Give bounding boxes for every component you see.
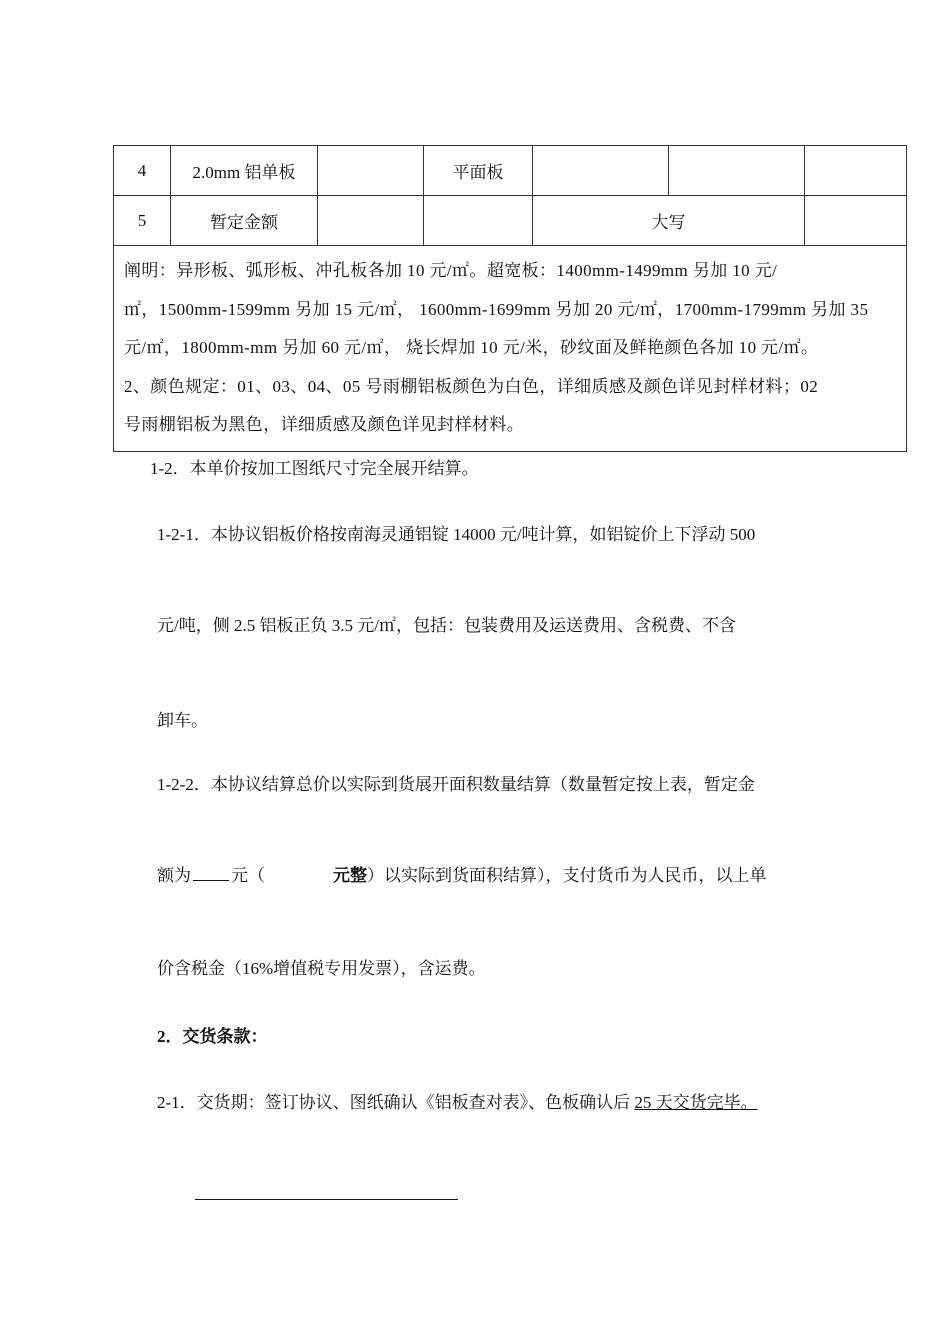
note-line: 元/㎡，1800mm-mm 另加 60 元/㎡， 烧长焊加 10 元/米，砂纹面及鲜艳颜色各加 10 元/㎡。: [124, 338, 819, 357]
paragraph: 元/吨，侧 2.5 铝板正负 3.5 元/㎡，包括：包装费用及运送费用、含税费、不含: [157, 616, 736, 635]
price-table: [113, 145, 907, 452]
paragraph-text: 元（: [231, 866, 265, 885]
table-row: [114, 196, 907, 246]
note-line: ㎡，1500mm-1599mm 另加 15 元/㎡， 1600mm-1699mm 另加 20 元/㎡，1700mm-1799mm 另加 35: [124, 299, 869, 319]
paragraph-text: 额为: [157, 866, 191, 885]
paragraph: 1-2．本单价按加工图纸尺寸完全展开结算。: [150, 459, 479, 478]
paragraph: 卸车。: [157, 711, 208, 730]
paragraph: 1-2-1．本协议铝板价格按南海灵通铝锭 14000 元/吨计算，如铝锭价上下浮动 500: [157, 525, 756, 544]
amount-blank: [193, 863, 229, 881]
paragraph-text: 2-1．交货期：签订协议、图纸确认《铝板查对表》、色板确认后: [157, 1093, 635, 1112]
table-cell: [805, 196, 907, 246]
paragraph: 价含税金（16%增值税专用发票），含运费。: [157, 959, 486, 978]
note-line: 阐明：异形板、弧形板、冲孔板各加 10 元/㎡。超宽板：1400mm-1499mm 另加 10 元/: [124, 261, 778, 280]
amount-in-words-cell: 大写: [533, 196, 805, 246]
table-cell: 平面板: [424, 146, 533, 196]
paragraph-text: 元整: [333, 866, 367, 885]
paragraph: [157, 1088, 758, 1113]
table-cell: [533, 146, 669, 196]
table-cell: [318, 146, 424, 196]
table-cell: [805, 146, 907, 196]
paragraph: 1-2-2．本协议结算总价以实际到货展开面积数量结算（数量暂定按上表，暂定金: [157, 775, 755, 794]
item-name: 暂定金额: [171, 196, 318, 246]
paragraph-text: ）以实际到货面积结算），支付货币为人民币，以上单: [367, 866, 767, 885]
delivery-term: 25 天交货完毕。: [634, 1093, 758, 1112]
table-cell: [669, 146, 805, 196]
section-heading: 2．交货条款：: [157, 1027, 268, 1046]
item-name: 2.0mm 铝单板: [171, 146, 318, 196]
table-note: [114, 246, 907, 452]
row-number: 5: [114, 196, 171, 246]
table-row: [114, 146, 907, 196]
row-number: 4: [114, 146, 171, 196]
table-cell: [318, 196, 424, 246]
table-row: [114, 246, 907, 452]
note-line: 2、颜色规定：01、03、04、05 号雨棚铝板颜色为白色，详细质感及颜色详见封样材料；02: [124, 376, 819, 396]
note-line: 号雨棚铝板为黑色，详细质感及颜色详见封样材料。: [124, 415, 525, 434]
paragraph: [157, 861, 767, 886]
footnote-separator: [195, 1199, 458, 1200]
table-cell: [424, 196, 533, 246]
